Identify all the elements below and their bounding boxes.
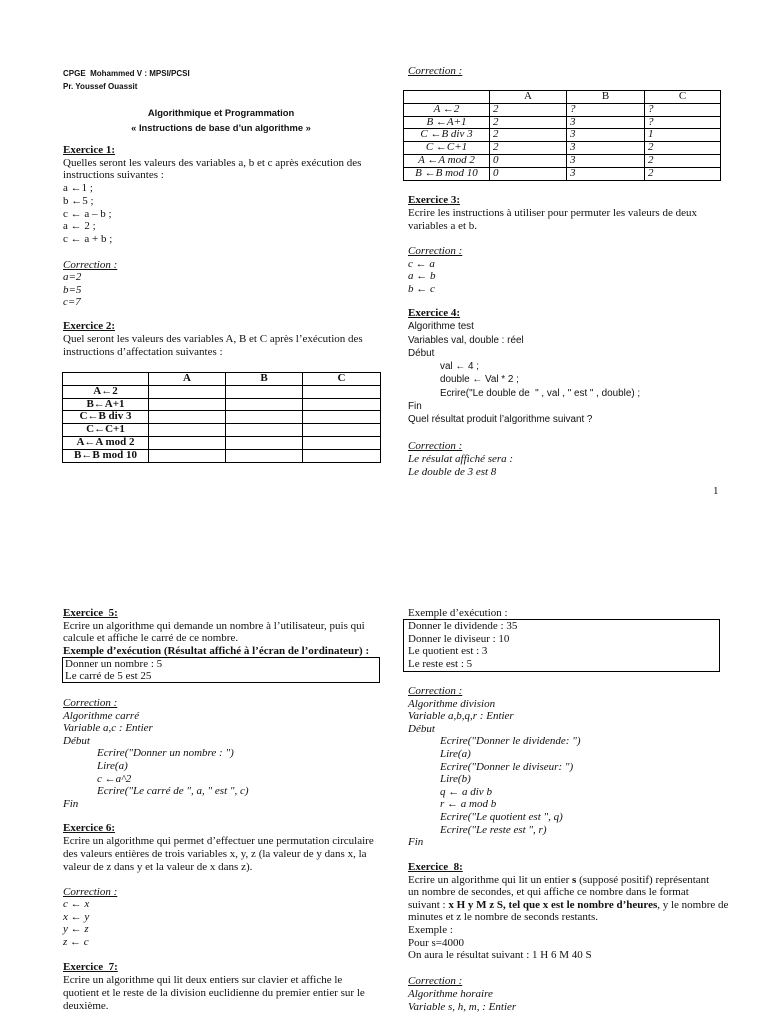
table-cell: 2 xyxy=(645,167,721,180)
table-cell: ? xyxy=(645,116,721,129)
table-cell: 3 xyxy=(567,129,645,142)
algorithm-header-line: Algorithme test xyxy=(408,321,474,333)
algorithm-header-line: Variable a,b,q,r : Entier xyxy=(408,710,514,723)
exercise-4-correction xyxy=(408,440,513,479)
table-row xyxy=(63,424,381,437)
table-row-label: B ←A+1 xyxy=(404,116,490,129)
example-output-line: Donner un nombre : 5 xyxy=(65,658,163,670)
algorithm-body-line: double ← Val * 2 ; xyxy=(440,374,519,386)
table-row xyxy=(404,103,721,116)
table-cell-empty xyxy=(303,449,381,462)
table-cell: ? xyxy=(567,103,645,116)
exercise-6-title: Exercice 6: xyxy=(63,822,116,834)
table-cell: 2 xyxy=(645,154,721,167)
algorithm-end: Fin xyxy=(63,797,79,810)
document-title xyxy=(62,105,380,135)
table-cell: 3 xyxy=(567,154,645,167)
exercise-3-statement-line: variables a et b. xyxy=(408,219,478,232)
column-header-b: B xyxy=(226,373,303,386)
table-row xyxy=(404,129,721,142)
table-cell-empty xyxy=(149,424,226,437)
algorithm-body-line: val ← 4 ; xyxy=(440,361,479,373)
algorithm-end: Fin xyxy=(408,836,424,849)
exercise-5-title: Exercice 5: xyxy=(63,607,118,619)
instruction-line: c ← a – b ; xyxy=(63,207,112,220)
exercise-5-correction xyxy=(63,697,249,810)
exercise-3-title: Exercice 3: xyxy=(408,194,461,206)
exercise-7-title: Exercice 7: xyxy=(63,961,118,973)
table-header-row xyxy=(63,373,381,386)
exercise-2-statement-line: instructions d’affectation suivantes : xyxy=(63,345,223,358)
table-cell-empty xyxy=(226,449,303,462)
example-output-line: Donner le dividende : 35 xyxy=(408,620,518,632)
school-name: CPGE Mohammed V : MPSI/PCSI xyxy=(63,68,190,78)
table-cell-empty xyxy=(226,424,303,437)
exercise-8-statement-line xyxy=(408,874,728,887)
algorithm-header-line: Début xyxy=(408,722,435,735)
table-cell: 2 xyxy=(645,142,721,155)
table-row xyxy=(404,154,721,167)
table-cell: 3 xyxy=(567,116,645,129)
table-cell-empty xyxy=(303,385,381,398)
table-cell-empty xyxy=(226,398,303,411)
table-row-label: B←A+1 xyxy=(63,398,149,411)
correction-line: x ← y xyxy=(63,910,90,923)
correction-line: z ← c xyxy=(63,935,89,948)
table-row-label: C ←B div 3 xyxy=(404,129,490,142)
exercise-8-statement-line: un nombre de secondes, et qui affiche ce nombre dans le format xyxy=(408,886,689,899)
algorithm-body-line: Ecrire("Donner un nombre : ") xyxy=(97,747,234,760)
column-header-b: B xyxy=(567,91,645,104)
correction-label: Correction : xyxy=(408,685,463,697)
example-output-line: Le quotient est : 3 xyxy=(408,645,488,658)
column-header-a: A xyxy=(490,91,567,104)
table-row-label: A←A mod 2 xyxy=(63,436,149,449)
instruction-line: a ←1 ; xyxy=(63,182,93,195)
table-row xyxy=(63,385,381,398)
algorithm-header-line: Début xyxy=(408,347,435,359)
exercise-2-correction xyxy=(408,65,462,78)
statement-text: , y le nombre de xyxy=(657,898,729,911)
algorithm-header-line: Variable a,c : Entier xyxy=(63,722,153,735)
algorithm-header-line: Algorithme carré xyxy=(63,709,140,722)
algorithm-header-line: Variables val, double : réel xyxy=(408,334,524,346)
teacher-name: Pr. Youssef Ouassit xyxy=(63,81,138,91)
correction-line: y ← z xyxy=(63,923,89,936)
exercise-8-title: Exercice 8: xyxy=(408,861,463,873)
table-cell-empty xyxy=(226,411,303,424)
column-header-c: C xyxy=(645,91,721,104)
table-row xyxy=(63,449,381,462)
table-row xyxy=(404,167,721,180)
exercise-5 xyxy=(63,607,369,658)
algorithm-body-line: Ecrire("Le reste est ", r) xyxy=(440,823,547,836)
column-header-c: C xyxy=(303,373,381,386)
exercise-1-correction xyxy=(63,259,117,309)
example-output-line: Le reste est : 5 xyxy=(408,658,473,671)
exercise-5-statement-line: calcule et affiche le carré de ce nombre. xyxy=(63,632,239,645)
exercise-7-example-box xyxy=(403,619,720,672)
table-row xyxy=(63,436,381,449)
statement-text: Ecrire un algorithme qui lit un entier xyxy=(408,873,573,886)
chapter-title: « Instructions de base d’un algorithme » xyxy=(131,121,311,133)
exercise-5-example-box xyxy=(62,657,380,683)
algorithm-body-line: Lire(b) xyxy=(440,773,471,786)
table-row-label: B←B mod 10 xyxy=(63,449,149,462)
correction-label: Correction : xyxy=(63,259,118,271)
example-label: Exemple d’exécution : xyxy=(408,607,508,619)
table-cell: ? xyxy=(645,103,721,116)
correction-line: b=5 xyxy=(63,283,82,296)
algorithm-body-line: q ← a div b xyxy=(440,785,492,798)
statement-text: suivant : xyxy=(408,898,449,911)
correction-label: Correction : xyxy=(408,65,463,77)
exercise-2-statement-line: Quel seront les valeurs des variables A, B et C après l’exécution des xyxy=(63,332,363,345)
exercise-5-statement-line: Ecrire un algorithme qui demande un nombre à l’utilisateur, puis qui xyxy=(63,619,365,632)
correction-line: c ← x xyxy=(63,898,90,911)
exercise-8 xyxy=(408,861,728,962)
exercise-1-title: Exercice 1: xyxy=(63,144,116,156)
example-label: Exemple : xyxy=(408,923,453,936)
algorithm-body-line: Ecrire("Le carré de ", a, " est ", c) xyxy=(97,785,249,798)
table-row-label: A ←A mod 2 xyxy=(404,154,490,167)
example-output-line: Donner le diviseur : 10 xyxy=(408,632,510,645)
exercise-7-statement-line: Ecrire un algorithme qui lit deux entiers sur clavier et affiche le xyxy=(63,974,343,986)
exercise-6-statement-line: des valeurs entières de trois variables x, y, z (la valeur de y dans x, la xyxy=(63,847,367,860)
exercise-7-correction xyxy=(408,685,580,849)
table-row-label: B ←B mod 10 xyxy=(404,167,490,180)
table-cell-empty xyxy=(226,385,303,398)
algorithm-header-line: Variable s, h, m, : Entier xyxy=(408,1000,517,1013)
exercise-7-example xyxy=(408,607,508,620)
exercise-3-correction xyxy=(408,245,462,296)
table-cell-empty xyxy=(149,398,226,411)
exercise-7-statement-line: quotient et le reste de la division euclidienne du premier entier sur le xyxy=(63,987,365,999)
table-cell: 2 xyxy=(490,129,567,142)
table-cell-empty xyxy=(303,424,381,437)
page-number: 1 xyxy=(713,485,719,497)
exercise-1 xyxy=(63,144,361,246)
algorithm-header-line: Algorithme horaire xyxy=(408,987,493,1000)
table-row-label: C←B div 3 xyxy=(63,411,149,424)
table-cell: 2 xyxy=(490,142,567,155)
algorithm-body-line: c ←a^2 xyxy=(97,772,132,785)
correction-line: c ← a xyxy=(408,257,435,270)
correction-label: Correction : xyxy=(63,886,118,898)
algorithm-body-line: Ecrire("Donner le dividende: ") xyxy=(440,735,581,748)
table-cell-empty xyxy=(149,436,226,449)
exercise-4-title: Exercice 4: xyxy=(408,307,461,319)
algorithm-body-line: Ecrire("Le double de " , val , " est " , double) ; xyxy=(440,387,641,399)
correction-line: a=2 xyxy=(63,271,82,284)
document-header xyxy=(63,67,190,93)
exercise-8-statement-line: minutes et z le nombre de seconds restants. xyxy=(408,911,599,924)
exercise-2 xyxy=(63,320,363,359)
exercise-2-title: Exercice 2: xyxy=(63,320,116,332)
exercise-3-statement-line: Ecrire les instructions à utiliser pour permuter les valeurs de deux xyxy=(408,206,697,219)
exercise-4 xyxy=(408,307,640,427)
algorithm-header-line: Algorithme division xyxy=(408,697,496,710)
table-row-label: A ←2 xyxy=(404,103,490,116)
exercise-6 xyxy=(63,822,374,874)
instruction-line: b ←5 ; xyxy=(63,194,94,207)
algorithm-body-line: Lire(a) xyxy=(440,747,471,760)
example-line: Pour s=4000 xyxy=(408,936,465,949)
example-output-line: Le carré de 5 est 25 xyxy=(65,670,152,683)
statement-variable-s: s xyxy=(572,873,577,886)
table-row-label: C ←C+1 xyxy=(404,142,490,155)
exercise-8-correction xyxy=(408,975,516,1013)
table-cell: 0 xyxy=(490,154,567,167)
table-row-label: C←C+1 xyxy=(63,424,149,437)
exercise-7 xyxy=(63,961,365,1013)
course-title: Algorithmique et Programmation xyxy=(147,106,295,118)
correction-line: b ← c xyxy=(408,283,435,296)
exercise-4-question: Quel résultat produit l’algorithme suivant ? xyxy=(408,414,593,426)
table-cell-empty xyxy=(149,411,226,424)
table-cell: 2 xyxy=(490,116,567,129)
exercise-3 xyxy=(408,194,697,233)
correction-label: Correction : xyxy=(408,975,463,987)
exercise-6-statement-line: Ecrire un algorithme qui permet d’effectuer une permutation circulaire xyxy=(63,834,374,847)
algorithm-body-line: Ecrire("Donner le diviseur: ") xyxy=(440,760,574,773)
statement-text: (supposé positif) représentant xyxy=(576,873,710,886)
exercise-2-table xyxy=(62,372,381,463)
table-row xyxy=(63,411,381,424)
correction-line: Le double de 3 est 8 xyxy=(408,465,497,478)
table-row-label: A←2 xyxy=(63,385,149,398)
instruction-line: c ← a + b ; xyxy=(63,232,113,245)
table-row xyxy=(404,116,721,129)
exercise-6-correction xyxy=(63,886,117,948)
exercise-1-statement-line: instructions suivantes : xyxy=(63,169,164,182)
correction-label: Correction : xyxy=(408,245,463,257)
correction-line: c=7 xyxy=(63,296,81,309)
table-cell-empty xyxy=(226,436,303,449)
algorithm-body-line: Lire(a) xyxy=(97,759,128,772)
table-header-row xyxy=(404,91,721,104)
table-cell-empty xyxy=(149,449,226,462)
correction-label: Correction : xyxy=(63,697,118,709)
table-corner-cell xyxy=(404,91,490,104)
algorithm-body-line: Ecrire("Le quotient est ", q) xyxy=(440,810,563,823)
algorithm-body-line: r ← a mod b xyxy=(440,798,497,811)
table-cell: 2 xyxy=(490,103,567,116)
table-cell-empty xyxy=(303,411,381,424)
table-row xyxy=(404,142,721,155)
table-cell: 3 xyxy=(567,167,645,180)
exercise-6-statement-line: valeur de z dans y et la valeur de x dans z). xyxy=(63,860,253,873)
exercise-8-statement-line xyxy=(408,899,728,912)
correction-line: a ← b xyxy=(408,270,436,283)
table-row xyxy=(63,398,381,411)
correction-line: Le résulat affiché sera : xyxy=(408,452,514,465)
correction-label: Correction : xyxy=(408,440,463,452)
instruction-line: a ← 2 ; xyxy=(63,220,96,233)
table-cell: 3 xyxy=(567,142,645,155)
table-cell-empty xyxy=(149,385,226,398)
algorithm-end: Fin xyxy=(408,401,422,413)
algorithm-header-line: Début xyxy=(63,734,90,747)
exercise-2-correction-table xyxy=(403,90,721,181)
table-cell-empty xyxy=(303,398,381,411)
example-label: Exemple d’exécution (Résultat affiché à l’écran de l’ordinateur) : xyxy=(63,645,370,658)
exercise-7-statement-line: deuxième. xyxy=(63,1000,109,1012)
column-header-a: A xyxy=(149,373,226,386)
table-cell: 1 xyxy=(645,129,721,142)
example-line: On aura le résultat suivant : 1 H 6 M 40 S xyxy=(408,949,592,962)
exercise-1-statement-line: Quelles seront les valeurs des variables a, b et c après exécution des xyxy=(63,156,362,169)
table-corner-cell xyxy=(63,373,149,386)
table-cell-empty xyxy=(303,436,381,449)
table-cell: 0 xyxy=(490,167,567,180)
statement-format: x H y M z S, tel que x est le nombre d’heures xyxy=(448,898,658,911)
